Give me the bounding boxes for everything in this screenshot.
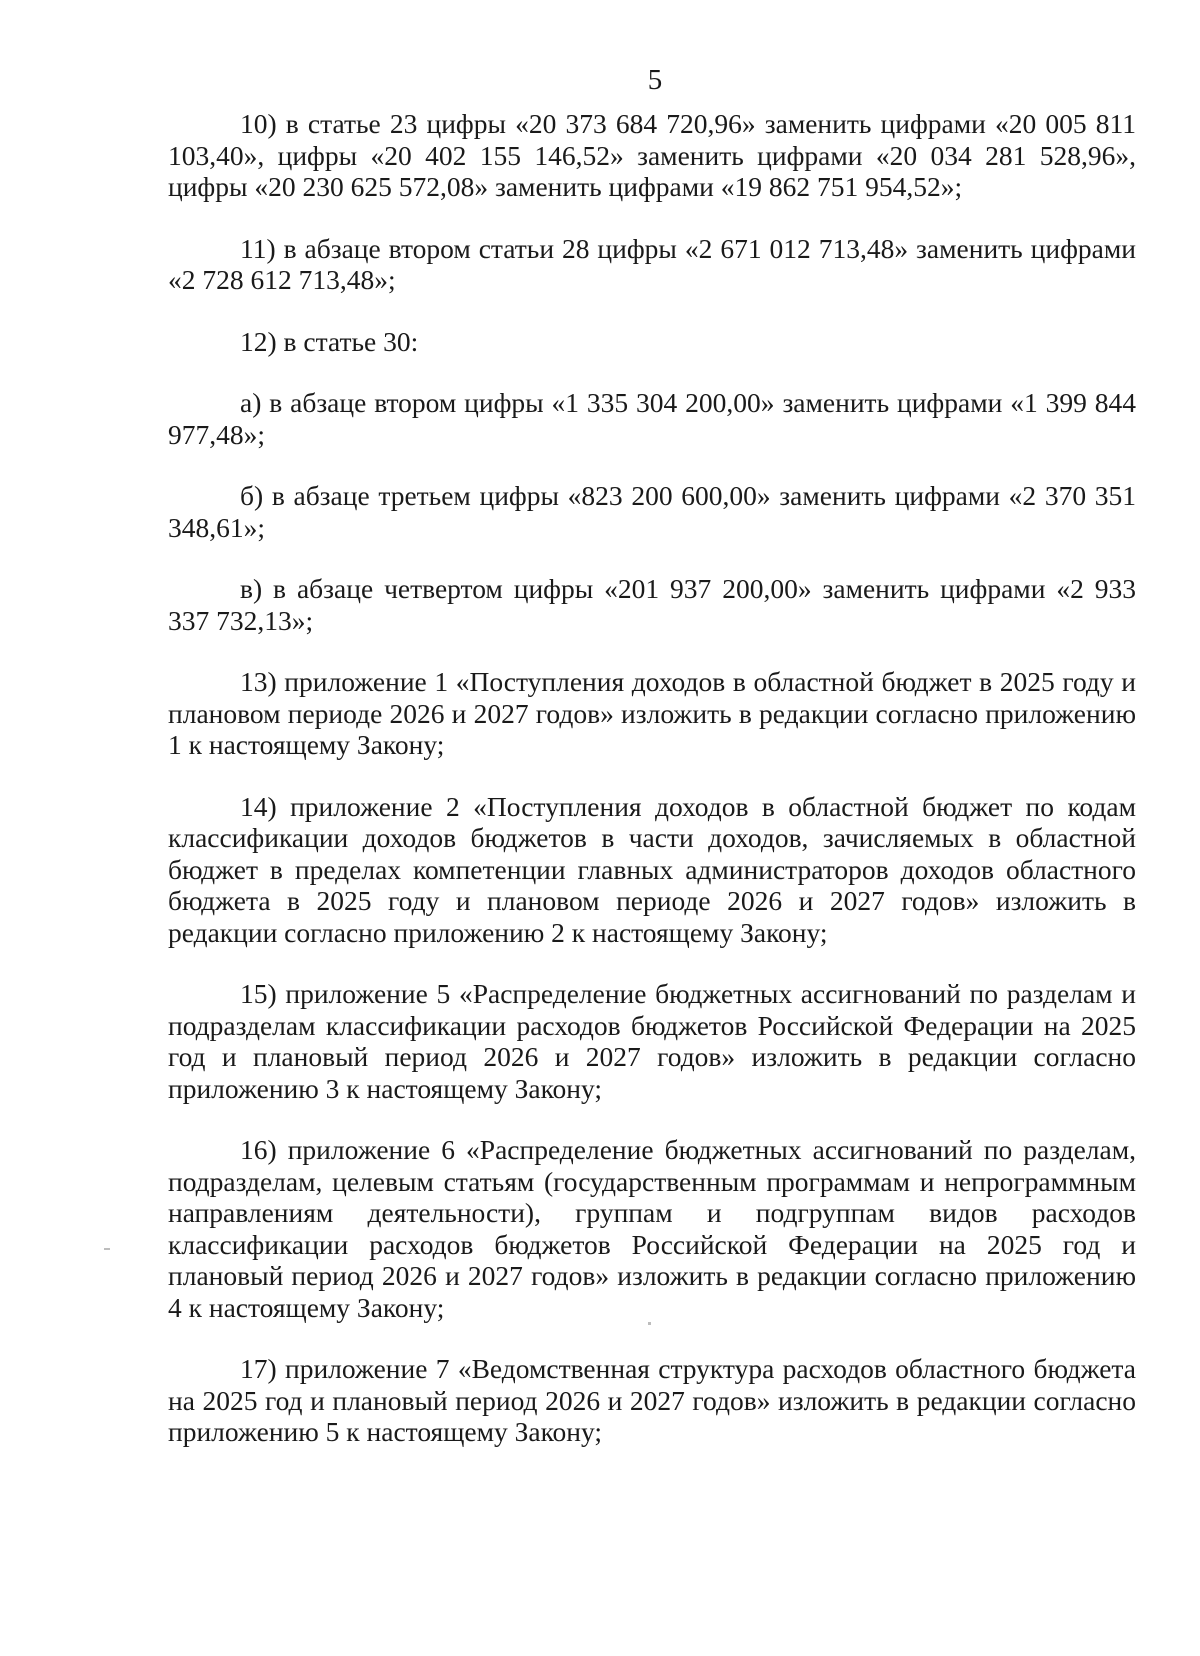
paragraph-item-12b: б) в абзаце третьем цифры «823 200 600,00» заменить цифрами «2 370 351 348,61»; (168, 480, 1136, 543)
paragraph-item-17: 17) приложение 7 «Ведомственная структура расходов областного бюджета на 2025 год и плановый период 2026 и 2027 годов» изложить в редакции согласно приложению 5 к настоящему Закону; (168, 1353, 1136, 1447)
scan-speck (104, 1248, 110, 1250)
paragraph-item-15: 15) приложение 5 «Распределение бюджетных ассигнований по разделам и подразделам классификации расходов бюджетов Российской Федерации на 2025 год и плановый период 2026 и 2027 годов» изложить в редакции согласно приложению 3 к настоящему Закону; (168, 978, 1136, 1104)
paragraph-item-14: 14) приложение 2 «Поступления доходов в областной бюджет по кодам классификации доходов бюджетов в части доходов, зачисляемых в областной бюджет в пределах компетенции главных администраторов доходов областного бюджета в 2025 году и плановом периоде 2026 и 2027 годов» изложить в редакции согласно приложению 2 к настоящему Закону; (168, 790, 1136, 948)
paragraph-item-16: 16) приложение 6 «Распределение бюджетных ассигнований по разделам, подразделам, целевым статьям (государственным программам и непрограммным направлениям деятельности), группам и подгруппам видов расходов классификации расходов бюджетов Российской Федерации на 2025 год и плановый период 2026 и 2027 годов» изложить в редакции согласно приложению 4 к настоящему Закону; (168, 1134, 1136, 1323)
page-number: 5 (647, 64, 663, 96)
document-body (168, 108, 1136, 1478)
paragraph-item-10: 10) в статье 23 цифры «20 373 684 720,96» заменить цифрами «20 005 811 103,40», цифры «20 402 155 146,52» заменить цифрами «20 034 281 528,96», цифры «20 230 625 572,08» заменить цифрами «19 862 751 954,52»; (168, 108, 1136, 202)
paragraph-item-13: 13) приложение 1 «Поступления доходов в областной бюджет в 2025 году и плановом периоде 2026 и 2027 годов» изложить в редакции согласно приложению 1 к настоящему Закону; (168, 666, 1136, 760)
paragraph-item-12v: в) в абзаце четвертом цифры «201 937 200,00» заменить цифрами «2 933 337 732,13»; (168, 573, 1136, 636)
paragraph-item-12a: а) в абзаце втором цифры «1 335 304 200,00» заменить цифрами «1 399 844 977,48»; (168, 387, 1136, 450)
paragraph-item-11: 11) в абзаце втором статьи 28 цифры «2 671 012 713,48» заменить цифрами «2 728 612 713,48»; (168, 232, 1136, 295)
scan-speck (648, 1322, 651, 1325)
paragraph-item-12: 12) в статье 30: (240, 325, 419, 357)
